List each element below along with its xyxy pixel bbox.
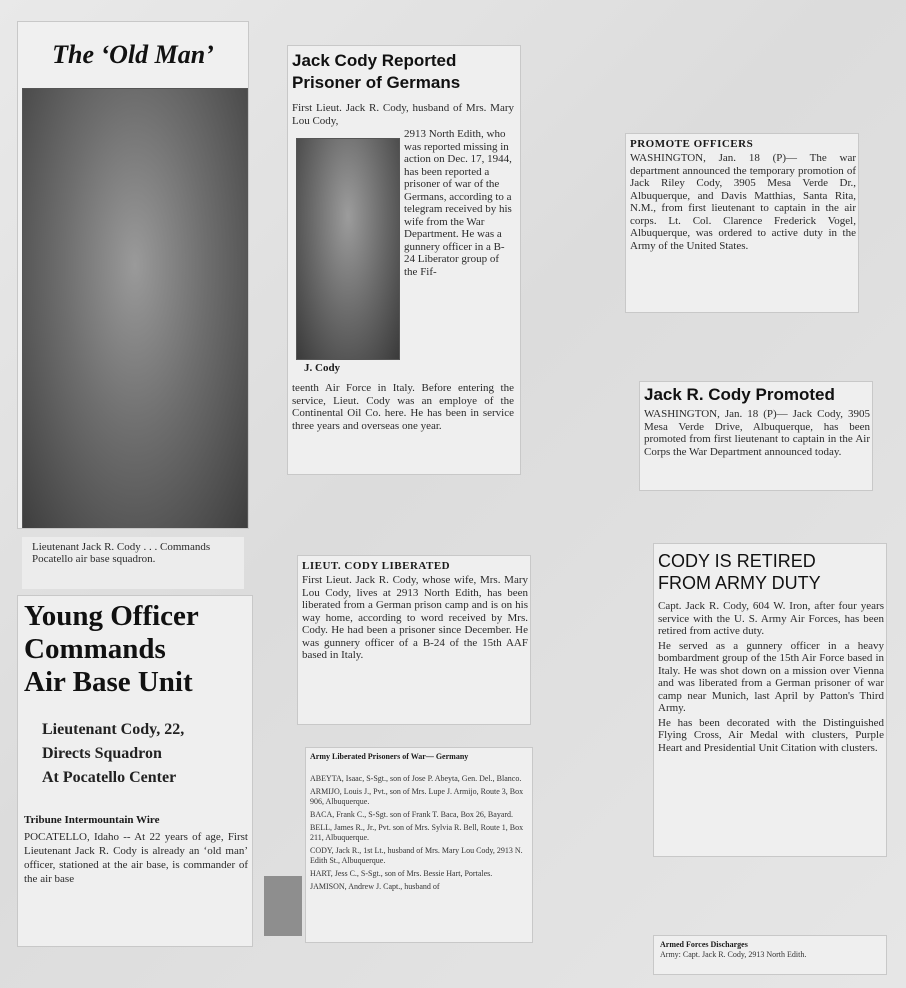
list-item: BELL, James R., Jr., Pvt. son of Mrs. Sylvia R. Bell, Route 1, Box 211, Albuquerque.	[310, 823, 524, 842]
reported-headline	[292, 50, 518, 94]
list-item: HART, Jess C., S-Sgt., son of Mrs. Bessie Hart, Portales.	[310, 869, 493, 878]
photo-caption	[22, 537, 244, 589]
postage-stamp	[264, 876, 302, 936]
subheadline-line: Lieutenant Cody, 22,	[42, 721, 185, 738]
reported-lead: First Lieut. Jack R. Cody, husband of Mrs. Mary Lou Cody,	[292, 102, 514, 127]
young-officer-subheadline	[42, 718, 252, 790]
photo-label: J. Cody	[304, 362, 341, 374]
retired-headline	[658, 550, 884, 594]
discharge-body: Army: Capt. Jack R. Cody, 2913 North Edith.	[660, 950, 807, 959]
liberated-prisoners-list	[306, 748, 532, 942]
promoted-article	[640, 382, 872, 490]
promote-officers-article	[626, 134, 858, 312]
headline-line: Young Officer	[24, 600, 199, 632]
promote-headline: PROMOTE OFFICERS	[630, 138, 754, 150]
headline-line: Air Base Unit	[24, 666, 193, 698]
portrait-photo	[22, 88, 248, 528]
reported-prisoner-article	[288, 46, 520, 474]
list-item: JAMISON, Andrew J. Capt., husband of	[310, 882, 440, 891]
retired-body	[658, 600, 884, 756]
liberated-headline: LIEUT. CODY LIBERATED	[302, 560, 451, 572]
list-item: CODY, Jack R., 1st Lt., husband of Mrs. Mary Lou Cody, 2913 N. Edith St., Albuquerque.	[310, 846, 523, 865]
list-entries	[310, 774, 528, 895]
subheadline-line: Directs Squadron	[42, 745, 162, 762]
retired-paragraph: He served as a gunnery officer in a heavy bombardment group of the 15th Air Force based in Italy. He was shot down on a mission over Vienna and was liberated from a German prisoner of war camp near Munich, last April by Patton's Third Army.	[658, 639, 884, 714]
reported-side-text: 2913 North Edith, who was reported missing in action on Dec. 17, 1944, has been reported a prisoner of war of the Germans, according to a telegram received by his wife from the War Department. He was a gunnery officer in a B-24 Liberator group of the Fif-	[404, 128, 512, 278]
liberated-body: First Lieut. Jack R. Cody, whose wife, Mrs. Mary Lou Cody, lives at 2913 North Edith, has been liberated from a German prison camp and is on his way home, according to word received by Mrs. Cody. He had been a prisoner since December. He was gunnery officer of a B-24 of the 15th AAF based in Italy.	[302, 574, 528, 661]
cody-photo	[296, 138, 400, 360]
list-item: BACA, Frank C., S-Sgt. son of Frank T. Baca, Box 26, Bayard.	[310, 810, 514, 819]
headline-line: Jack Cody Reported	[292, 51, 457, 70]
subheadline-line: At Pocatello Center	[42, 769, 177, 786]
reported-bottom-text: teenth Air Force in Italy. Before entering the service, Lieut. Cody was an employe of the Continental Oil Co. here. He has been in service three years and overseas one year.	[292, 382, 514, 432]
headline-line: CODY IS RETIRED	[658, 551, 816, 571]
young-officer-article	[18, 596, 252, 946]
old-man-photo-clipping	[18, 22, 248, 528]
caption-text: Lieutenant Jack R. Cody . . . Commands Pocatello air base squadron.	[32, 541, 211, 565]
list-headline: Army Liberated Prisoners of War— Germany	[310, 752, 469, 761]
promoted-body: WASHINGTON, Jan. 18 (P)— Jack Cody, 3905 Mesa Verde Drive, Albuquerque, has been promoted from first lieutenant to captain in the Air Corps the War Department announced today.	[644, 408, 870, 458]
reported-side-column	[404, 128, 514, 278]
promoted-headline: Jack R. Cody Promoted	[644, 385, 835, 404]
list-item: ARMIJO, Louis J., Pvt., son of Mrs. Lupe J. Armijo, Route 3, Box 906, Albuquerque.	[310, 787, 524, 806]
old-man-title: The ‘Old Man’	[52, 40, 214, 69]
headline-line: Prisoner of Germans	[292, 73, 461, 92]
discharges-notice	[654, 936, 886, 974]
young-officer-body: POCATELLO, Idaho -- At 22 years of age, First Lieutenant Jack R. Cody is already an ‘old man’ officer, stationed at the air base, is commander of the air base	[24, 831, 248, 885]
promote-body: WASHINGTON, Jan. 18 (P)— The war department announced the temporary promotion of Jack Riley Cody, 3905 Mesa Verde Dr., Albuquerque, and Davis Matthias, Santa Rita, N.M., from first lieutenant to captain in the air corps. Lt. Col. Clarence Frederick Vogel, Albuquerque, was ordered to active duty in the Army of the United States.	[630, 152, 856, 252]
retired-article	[654, 544, 886, 856]
discharge-headline: Armed Forces Discharges	[660, 940, 748, 949]
headline-line: FROM ARMY DUTY	[658, 573, 821, 593]
list-item: ABEYTA, Isaac, S-Sgt., son of Jose P. Abeyta, Gen. Del., Blanco.	[310, 774, 522, 783]
wire-credit: Tribune Intermountain Wire	[24, 814, 160, 826]
headline-line: Commands	[24, 633, 166, 665]
retired-paragraph: He has been decorated with the Distinguished Flying Cross, Air Medal with clusters, Purple Heart and Presidential Unit Citation with clusters.	[658, 716, 884, 754]
retired-paragraph: Capt. Jack R. Cody, 604 W. Iron, after four years service with the U. S. Army Air Forces, has been retired from active duty.	[658, 600, 884, 637]
young-officer-headline	[24, 600, 250, 699]
liberated-article	[298, 556, 530, 724]
